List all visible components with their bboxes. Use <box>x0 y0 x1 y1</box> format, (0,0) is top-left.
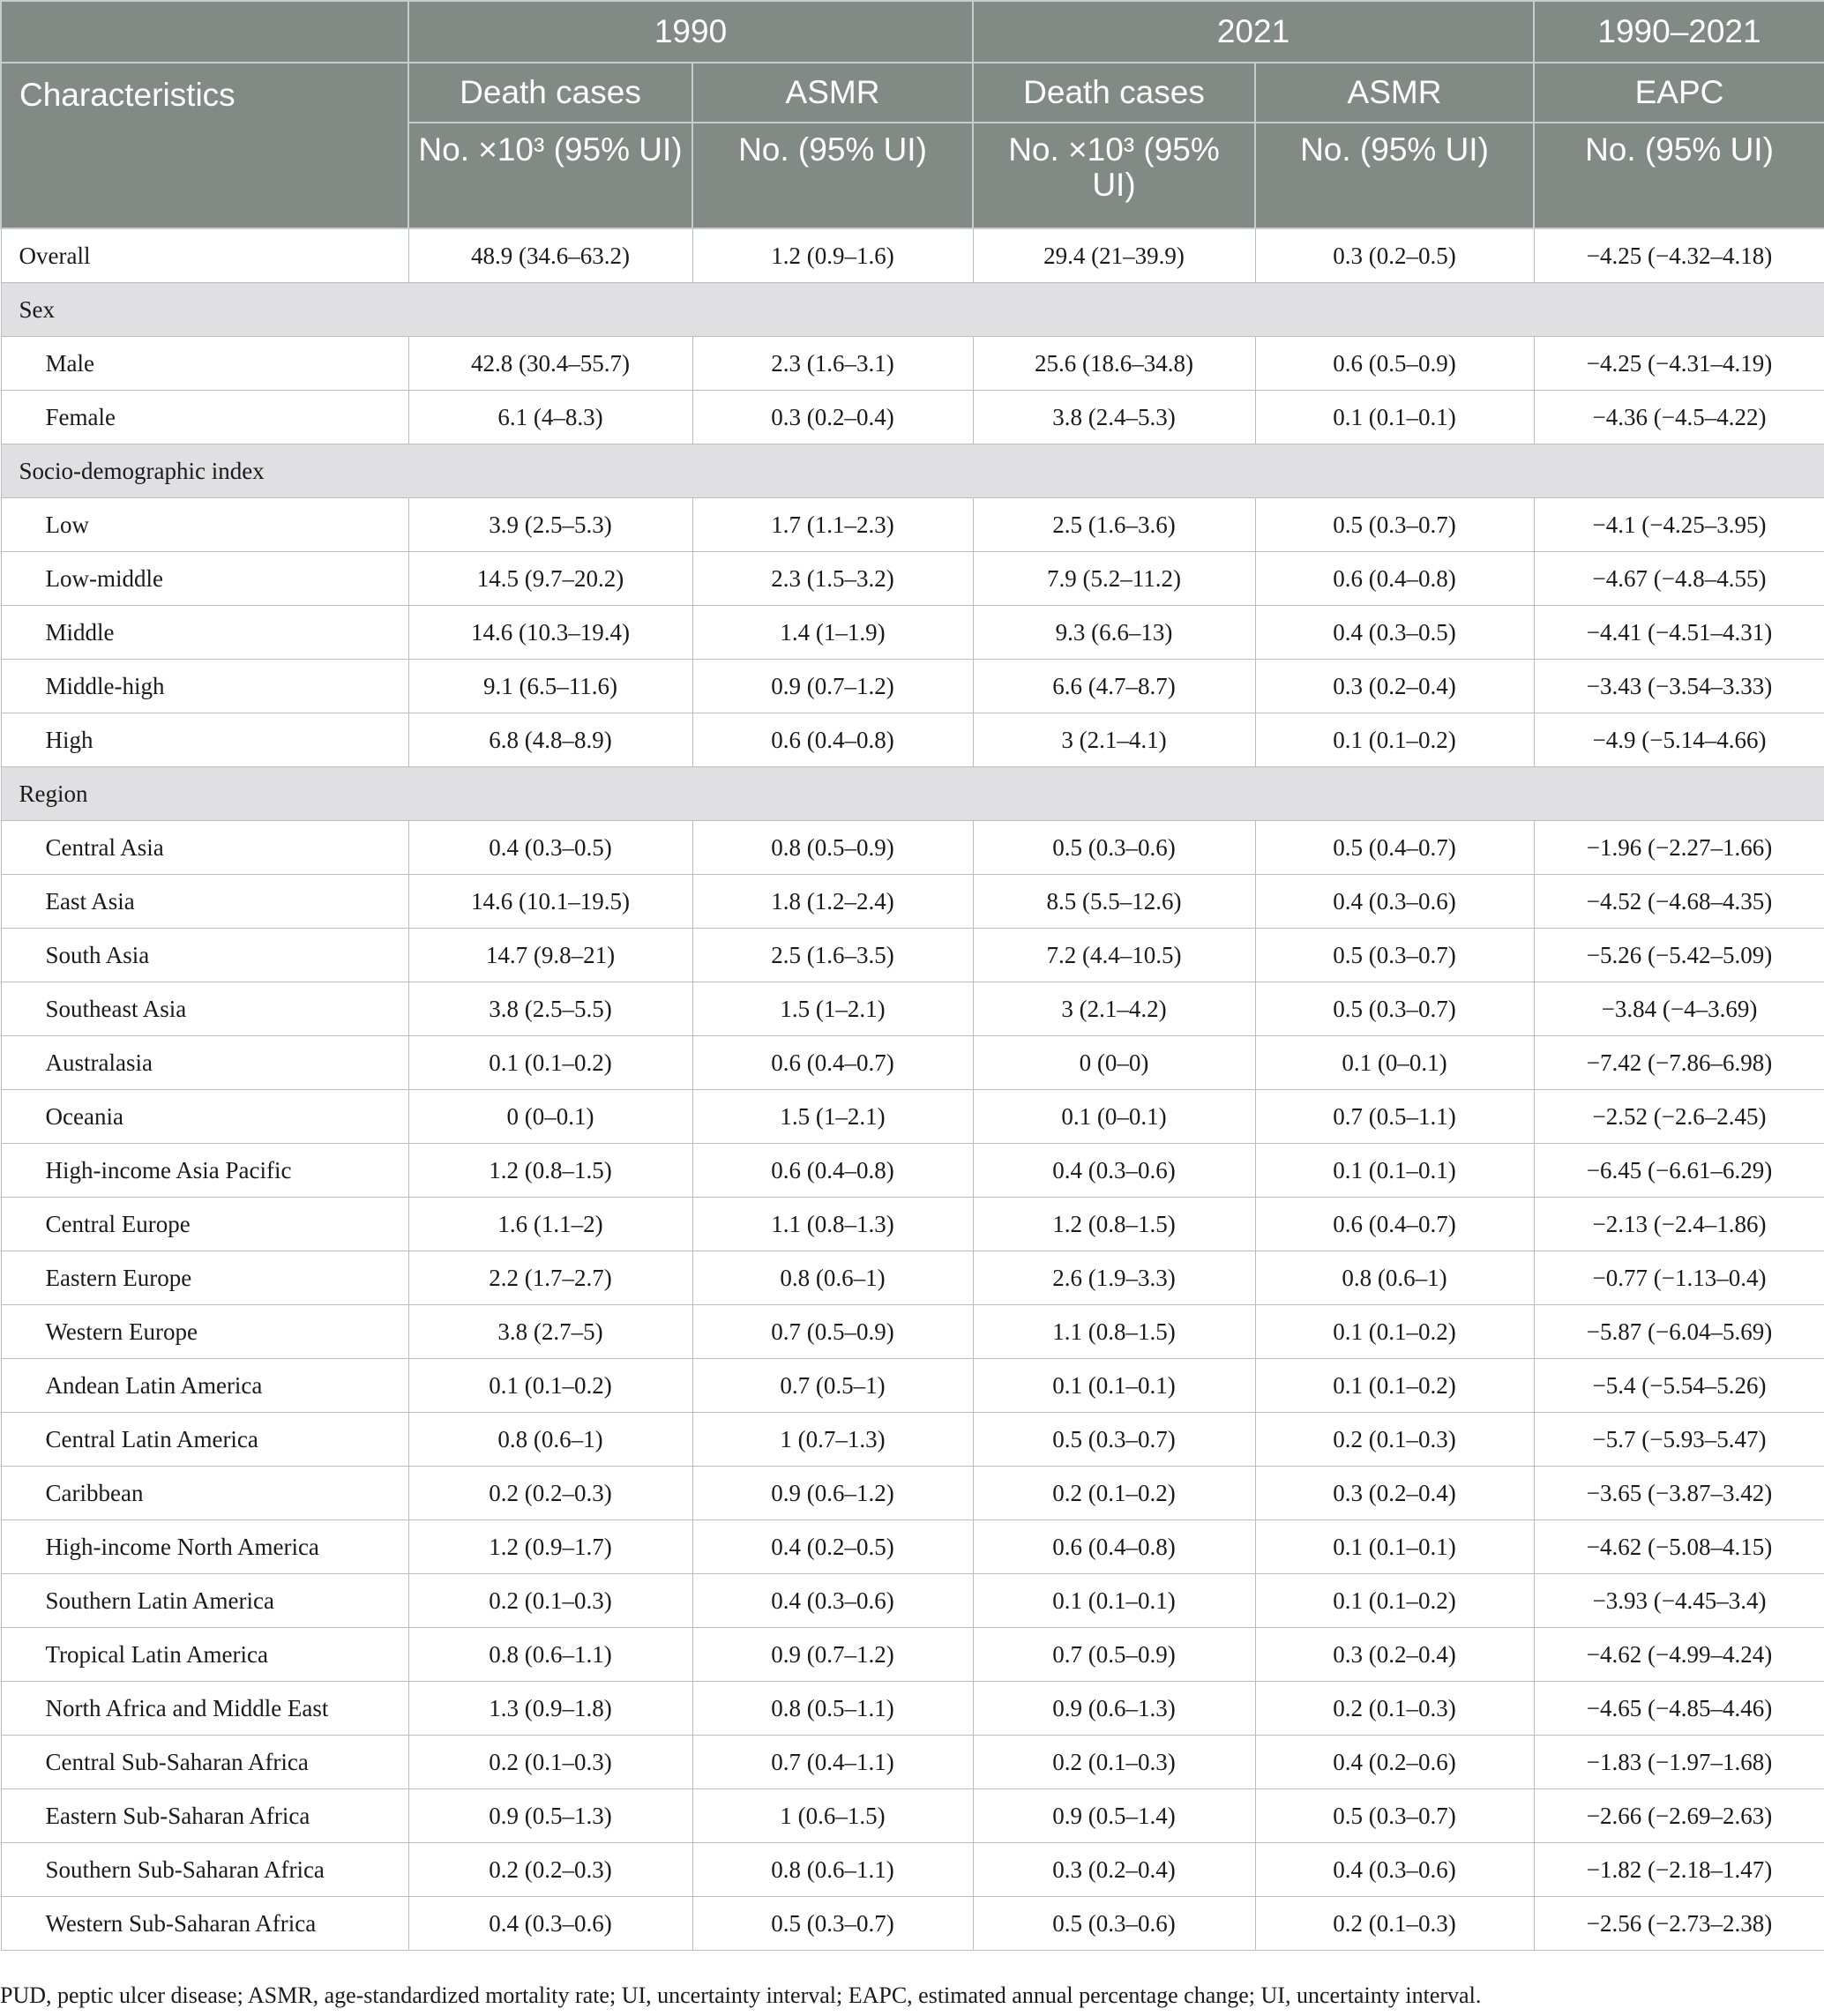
cell-eapc: −3.65 (−3.87–3.42) <box>1534 1467 1824 1520</box>
cell-eapc: −5.7 (−5.93–5.47) <box>1534 1413 1824 1467</box>
cell-eapc: −4.62 (−4.99–4.24) <box>1534 1628 1824 1682</box>
cell-asmr-2021: 0.1 (0.1–0.2) <box>1255 713 1534 767</box>
cell-eapc: −4.41 (−4.51–4.31) <box>1534 606 1824 660</box>
cell-death-cases-2021: 9.3 (6.6–13) <box>973 606 1255 660</box>
cell-asmr-2021: 0.6 (0.4–0.8) <box>1255 552 1534 606</box>
row-label: Male <box>1 337 408 391</box>
row-label: Middle-high <box>1 660 408 713</box>
cell-death-cases-1990: 42.8 (30.4–55.7) <box>408 337 692 391</box>
cell-death-cases-2021: 0.5 (0.3–0.7) <box>973 1413 1255 1467</box>
table-row <box>1 1467 1824 1520</box>
cell-eapc: −7.42 (−7.86–6.98) <box>1534 1036 1824 1090</box>
cell-death-cases-1990: 9.1 (6.5–11.6) <box>408 660 692 713</box>
cell-asmr-2021: 0.4 (0.3–0.6) <box>1255 1843 1534 1897</box>
row-label: Female <box>1 391 408 444</box>
cell-death-cases-2021: 0.7 (0.5–0.9) <box>973 1628 1255 1682</box>
cell-asmr-1990: 1.4 (1–1.9) <box>692 606 973 660</box>
cell-death-cases-1990: 14.6 (10.3–19.4) <box>408 606 692 660</box>
row-label: East Asia <box>1 875 408 929</box>
row-label: Overall <box>1 228 408 283</box>
cell-eapc: −4.36 (−4.5–4.22) <box>1534 391 1824 444</box>
row-label: Central Sub-Saharan Africa <box>1 1736 408 1789</box>
cell-death-cases-1990: 1.6 (1.1–2) <box>408 1198 692 1251</box>
row-label: Low <box>1 498 408 552</box>
row-label: Southern Sub-Saharan Africa <box>1 1843 408 1897</box>
cell-asmr-2021: 0.1 (0.1–0.1) <box>1255 1144 1534 1198</box>
cell-death-cases-2021: 0 (0–0) <box>973 1036 1255 1090</box>
cell-death-cases-2021: 7.9 (5.2–11.2) <box>973 552 1255 606</box>
cell-asmr-1990: 0.9 (0.6–1.2) <box>692 1467 973 1520</box>
cell-eapc: −4.25 (−4.32–4.18) <box>1534 228 1824 283</box>
cell-asmr-2021: 0.6 (0.4–0.7) <box>1255 1198 1534 1251</box>
cell-asmr-1990: 0.4 (0.2–0.5) <box>692 1520 973 1574</box>
table-row <box>1 1413 1824 1467</box>
header-characteristics: Characteristics <box>1 63 408 228</box>
cell-death-cases-2021: 0.1 (0–0.1) <box>973 1090 1255 1144</box>
table-header <box>1 1 1824 228</box>
cell-death-cases-2021: 25.6 (18.6–34.8) <box>973 337 1255 391</box>
cell-death-cases-1990: 0.1 (0.1–0.2) <box>408 1036 692 1090</box>
cell-asmr-1990: 0.8 (0.6–1.1) <box>692 1843 973 1897</box>
row-label: Tropical Latin America <box>1 1628 408 1682</box>
table-row <box>1 982 1824 1036</box>
cell-death-cases-1990: 48.9 (34.6–63.2) <box>408 228 692 283</box>
cell-death-cases-1990: 1.2 (0.9–1.7) <box>408 1520 692 1574</box>
cell-eapc: −4.52 (−4.68–4.35) <box>1534 875 1824 929</box>
cell-eapc: −1.96 (−2.27–1.66) <box>1534 821 1824 875</box>
cell-asmr-2021: 0.1 (0.1–0.2) <box>1255 1359 1534 1413</box>
cell-death-cases-1990: 3.8 (2.5–5.5) <box>408 982 692 1036</box>
table-row <box>1 821 1824 875</box>
cell-eapc: −4.1 (−4.25–3.95) <box>1534 498 1824 552</box>
cell-death-cases-1990: 0.4 (0.3–0.6) <box>408 1897 692 1951</box>
header-year-1990: 1990 <box>408 1 973 63</box>
cell-asmr-1990: 0.6 (0.4–0.8) <box>692 1144 973 1198</box>
table-row <box>1 1736 1824 1789</box>
cell-eapc: −4.9 (−5.14–4.66) <box>1534 713 1824 767</box>
cell-death-cases-1990: 0.1 (0.1–0.2) <box>408 1359 692 1413</box>
cell-eapc: −4.67 (−4.8–4.55) <box>1534 552 1824 606</box>
cell-eapc: −3.43 (−3.54–3.33) <box>1534 660 1824 713</box>
cell-asmr-2021: 0.3 (0.2–0.4) <box>1255 1628 1534 1682</box>
cell-eapc: −5.26 (−5.42–5.09) <box>1534 929 1824 982</box>
section-label: Region <box>1 767 1824 821</box>
cell-death-cases-2021: 2.6 (1.9–3.3) <box>973 1251 1255 1305</box>
cell-eapc: −4.65 (−4.85–4.46) <box>1534 1682 1824 1736</box>
cell-asmr-2021: 0.4 (0.2–0.6) <box>1255 1736 1534 1789</box>
row-label: Central Asia <box>1 821 408 875</box>
cell-death-cases-2021: 1.1 (0.8–1.5) <box>973 1305 1255 1359</box>
cell-eapc: −2.13 (−2.4–1.86) <box>1534 1198 1824 1251</box>
header-unit-rate-2021: No. (95% UI) <box>1255 123 1534 228</box>
cell-asmr-2021: 0.5 (0.3–0.7) <box>1255 498 1534 552</box>
cell-eapc: −3.84 (−4–3.69) <box>1534 982 1824 1036</box>
cell-death-cases-2021: 29.4 (21–39.9) <box>973 228 1255 283</box>
cell-asmr-1990: 0.8 (0.5–1.1) <box>692 1682 973 1736</box>
header-asmr-2021: ASMR <box>1255 63 1534 123</box>
table-row <box>1 875 1824 929</box>
cell-asmr-2021: 0.3 (0.2–0.5) <box>1255 228 1534 283</box>
row-label: Central Latin America <box>1 1413 408 1467</box>
header-unit-cases-2021: No. ×10³ (95% UI) <box>973 123 1255 228</box>
cell-death-cases-2021: 7.2 (4.4–10.5) <box>973 929 1255 982</box>
header-row-measures <box>1 63 1824 123</box>
cell-death-cases-2021: 0.9 (0.6–1.3) <box>973 1682 1255 1736</box>
cell-eapc: −5.4 (−5.54–5.26) <box>1534 1359 1824 1413</box>
cell-asmr-2021: 0.2 (0.1–0.3) <box>1255 1682 1534 1736</box>
cell-asmr-2021: 0.4 (0.3–0.6) <box>1255 875 1534 929</box>
cell-death-cases-1990: 1.3 (0.9–1.8) <box>408 1682 692 1736</box>
header-year-range: 1990–2021 <box>1534 1 1824 63</box>
section-label: Sex <box>1 283 1824 337</box>
cell-asmr-1990: 1 (0.7–1.3) <box>692 1413 973 1467</box>
table-row <box>1 713 1824 767</box>
header-unit-rate-eapc: No. (95% UI) <box>1534 123 1824 228</box>
section-label: Socio-demographic index <box>1 444 1824 498</box>
table-row <box>1 1090 1824 1144</box>
table-row <box>1 606 1824 660</box>
cell-asmr-1990: 0.7 (0.4–1.1) <box>692 1736 973 1789</box>
cell-asmr-1990: 1.5 (1–2.1) <box>692 982 973 1036</box>
row-label: Southern Latin America <box>1 1574 408 1628</box>
cell-death-cases-1990: 0.4 (0.3–0.5) <box>408 821 692 875</box>
cell-death-cases-2021: 0.1 (0.1–0.1) <box>973 1574 1255 1628</box>
header-eapc: EAPC <box>1534 63 1824 123</box>
table-row <box>1 1144 1824 1198</box>
cell-asmr-2021: 0.3 (0.2–0.4) <box>1255 1467 1534 1520</box>
row-label: South Asia <box>1 929 408 982</box>
cell-asmr-2021: 0.4 (0.3–0.5) <box>1255 606 1534 660</box>
cell-asmr-2021: 0.2 (0.1–0.3) <box>1255 1413 1534 1467</box>
cell-asmr-1990: 1.2 (0.9–1.6) <box>692 228 973 283</box>
cell-death-cases-1990: 1.2 (0.8–1.5) <box>408 1144 692 1198</box>
cell-asmr-2021: 0.3 (0.2–0.4) <box>1255 660 1534 713</box>
row-label: North Africa and Middle East <box>1 1682 408 1736</box>
row-label: Central Europe <box>1 1198 408 1251</box>
cell-asmr-2021: 0.5 (0.3–0.7) <box>1255 982 1534 1036</box>
cell-asmr-2021: 0.1 (0–0.1) <box>1255 1036 1534 1090</box>
header-death-cases-2021: Death cases <box>973 63 1255 123</box>
table-row <box>1 1305 1824 1359</box>
cell-asmr-1990: 0.5 (0.3–0.7) <box>692 1897 973 1951</box>
cell-death-cases-2021: 3 (2.1–4.1) <box>973 713 1255 767</box>
cell-eapc: −2.66 (−2.69–2.63) <box>1534 1789 1824 1843</box>
table-row <box>1 498 1824 552</box>
cell-asmr-1990: 0.6 (0.4–0.7) <box>692 1036 973 1090</box>
cell-asmr-1990: 0.7 (0.5–1) <box>692 1359 973 1413</box>
cell-eapc: −2.52 (−2.6–2.45) <box>1534 1090 1824 1144</box>
header-row-years <box>1 1 1824 63</box>
cell-asmr-1990: 0.8 (0.6–1) <box>692 1251 973 1305</box>
header-unit-rate-1990: No. (95% UI) <box>692 123 973 228</box>
row-label: Western Europe <box>1 1305 408 1359</box>
cell-asmr-1990: 0.9 (0.7–1.2) <box>692 1628 973 1682</box>
cell-asmr-2021: 0.1 (0.1–0.1) <box>1255 1520 1534 1574</box>
cell-asmr-1990: 0.7 (0.5–0.9) <box>692 1305 973 1359</box>
cell-eapc: −1.82 (−2.18–1.47) <box>1534 1843 1824 1897</box>
cell-death-cases-1990: 0.2 (0.1–0.3) <box>408 1574 692 1628</box>
cell-eapc: −6.45 (−6.61–6.29) <box>1534 1144 1824 1198</box>
cell-eapc: −3.93 (−4.45–3.4) <box>1534 1574 1824 1628</box>
table-row <box>1 1628 1824 1682</box>
cell-death-cases-2021: 0.5 (0.3–0.6) <box>973 821 1255 875</box>
cell-death-cases-1990: 6.8 (4.8–8.9) <box>408 713 692 767</box>
row-label: Eastern Sub-Saharan Africa <box>1 1789 408 1843</box>
row-label: High-income Asia Pacific <box>1 1144 408 1198</box>
cell-asmr-2021: 0.1 (0.1–0.2) <box>1255 1574 1534 1628</box>
table-row <box>1 337 1824 391</box>
table-row <box>1 1198 1824 1251</box>
cell-death-cases-1990: 0.2 (0.2–0.3) <box>408 1467 692 1520</box>
row-label: High <box>1 713 408 767</box>
cell-death-cases-2021: 0.4 (0.3–0.6) <box>973 1144 1255 1198</box>
cell-death-cases-1990: 0.2 (0.1–0.3) <box>408 1736 692 1789</box>
header-year-2021: 2021 <box>973 1 1534 63</box>
table-row <box>1 1520 1824 1574</box>
cell-death-cases-2021: 8.5 (5.5–12.6) <box>973 875 1255 929</box>
cell-asmr-1990: 1 (0.6–1.5) <box>692 1789 973 1843</box>
cell-death-cases-1990: 0.9 (0.5–1.3) <box>408 1789 692 1843</box>
cell-death-cases-2021: 3.8 (2.4–5.3) <box>973 391 1255 444</box>
cell-asmr-2021: 0.6 (0.5–0.9) <box>1255 337 1534 391</box>
header-unit-cases-1990: No. ×10³ (95% UI) <box>408 123 692 228</box>
cell-asmr-1990: 0.9 (0.7–1.2) <box>692 660 973 713</box>
cell-death-cases-1990: 0 (0–0.1) <box>408 1090 692 1144</box>
table-row <box>1 1036 1824 1090</box>
cell-death-cases-1990: 14.6 (10.1–19.5) <box>408 875 692 929</box>
table-row <box>1 1843 1824 1897</box>
cell-eapc: −5.87 (−6.04–5.69) <box>1534 1305 1824 1359</box>
row-label: Andean Latin America <box>1 1359 408 1413</box>
cell-eapc: −0.77 (−1.13–0.4) <box>1534 1251 1824 1305</box>
table-row <box>1 660 1824 713</box>
cell-eapc: −4.25 (−4.31–4.19) <box>1534 337 1824 391</box>
section-row <box>1 283 1824 337</box>
table-row <box>1 552 1824 606</box>
cell-asmr-1990: 2.3 (1.5–3.2) <box>692 552 973 606</box>
cell-asmr-1990: 1.5 (1–2.1) <box>692 1090 973 1144</box>
row-label: Middle <box>1 606 408 660</box>
cell-death-cases-2021: 0.1 (0.1–0.1) <box>973 1359 1255 1413</box>
table-footnote: PUD, peptic ulcer disease; ASMR, age-standardized mortality rate; UI, uncertainty interval; EAPC, estimated annual percentage change; UI, uncertainty interval. <box>0 1982 1482 2008</box>
cell-death-cases-1990: 6.1 (4–8.3) <box>408 391 692 444</box>
table-row <box>1 1789 1824 1843</box>
header-blank-cell <box>1 1 408 63</box>
cell-death-cases-2021: 6.6 (4.7–8.7) <box>973 660 1255 713</box>
cell-asmr-1990: 2.5 (1.6–3.5) <box>692 929 973 982</box>
table-row <box>1 1574 1824 1628</box>
cell-asmr-1990: 1.7 (1.1–2.3) <box>692 498 973 552</box>
cell-asmr-1990: 0.8 (0.5–0.9) <box>692 821 973 875</box>
cell-death-cases-1990: 0.8 (0.6–1.1) <box>408 1628 692 1682</box>
row-label: Low-middle <box>1 552 408 606</box>
table-row <box>1 1897 1824 1951</box>
cell-death-cases-2021: 1.2 (0.8–1.5) <box>973 1198 1255 1251</box>
header-death-cases-1990: Death cases <box>408 63 692 123</box>
table-row <box>1 1251 1824 1305</box>
cell-asmr-2021: 0.1 (0.1–0.1) <box>1255 391 1534 444</box>
cell-death-cases-1990: 3.8 (2.7–5) <box>408 1305 692 1359</box>
row-label: Southeast Asia <box>1 982 408 1036</box>
table-row <box>1 929 1824 982</box>
cell-death-cases-2021: 0.9 (0.5–1.4) <box>973 1789 1255 1843</box>
cell-eapc: −1.83 (−1.97–1.68) <box>1534 1736 1824 1789</box>
table-row <box>1 228 1824 283</box>
cell-death-cases-1990: 3.9 (2.5–5.3) <box>408 498 692 552</box>
cell-asmr-1990: 1.8 (1.2–2.4) <box>692 875 973 929</box>
cell-death-cases-2021: 2.5 (1.6–3.6) <box>973 498 1255 552</box>
row-label: Western Sub-Saharan Africa <box>1 1897 408 1951</box>
cell-eapc: −4.62 (−5.08–4.15) <box>1534 1520 1824 1574</box>
cell-asmr-2021: 0.1 (0.1–0.2) <box>1255 1305 1534 1359</box>
cell-asmr-2021: 0.7 (0.5–1.1) <box>1255 1090 1534 1144</box>
cell-death-cases-2021: 0.3 (0.2–0.4) <box>973 1843 1255 1897</box>
row-label: Oceania <box>1 1090 408 1144</box>
cell-asmr-2021: 0.2 (0.1–0.3) <box>1255 1897 1534 1951</box>
row-label: Eastern Europe <box>1 1251 408 1305</box>
cell-asmr-1990: 0.6 (0.4–0.8) <box>692 713 973 767</box>
cell-asmr-1990: 0.4 (0.3–0.6) <box>692 1574 973 1628</box>
cell-asmr-1990: 1.1 (0.8–1.3) <box>692 1198 973 1251</box>
table-body <box>1 228 1824 1951</box>
table-row <box>1 1682 1824 1736</box>
section-row <box>1 444 1824 498</box>
cell-death-cases-2021: 3 (2.1–4.2) <box>973 982 1255 1036</box>
cell-eapc: −2.56 (−2.73–2.38) <box>1534 1897 1824 1951</box>
table-row <box>1 1359 1824 1413</box>
cell-death-cases-1990: 14.5 (9.7–20.2) <box>408 552 692 606</box>
section-row <box>1 767 1824 821</box>
row-label: Australasia <box>1 1036 408 1090</box>
cell-asmr-1990: 2.3 (1.6–3.1) <box>692 337 973 391</box>
header-asmr-1990: ASMR <box>692 63 973 123</box>
cell-death-cases-2021: 0.2 (0.1–0.3) <box>973 1736 1255 1789</box>
cell-death-cases-2021: 0.5 (0.3–0.6) <box>973 1897 1255 1951</box>
cell-asmr-2021: 0.5 (0.3–0.7) <box>1255 929 1534 982</box>
cell-death-cases-1990: 2.2 (1.7–2.7) <box>408 1251 692 1305</box>
cell-death-cases-1990: 14.7 (9.8–21) <box>408 929 692 982</box>
cell-asmr-2021: 0.8 (0.6–1) <box>1255 1251 1534 1305</box>
cell-asmr-2021: 0.5 (0.3–0.7) <box>1255 1789 1534 1843</box>
cell-death-cases-1990: 0.8 (0.6–1) <box>408 1413 692 1467</box>
cell-asmr-2021: 0.5 (0.4–0.7) <box>1255 821 1534 875</box>
row-label: Caribbean <box>1 1467 408 1520</box>
cell-death-cases-1990: 0.2 (0.2–0.3) <box>408 1843 692 1897</box>
cell-death-cases-2021: 0.2 (0.1–0.2) <box>973 1467 1255 1520</box>
cell-asmr-1990: 0.3 (0.2–0.4) <box>692 391 973 444</box>
cell-death-cases-2021: 0.6 (0.4–0.8) <box>973 1520 1255 1574</box>
row-label: High-income North America <box>1 1520 408 1574</box>
table-row <box>1 391 1824 444</box>
